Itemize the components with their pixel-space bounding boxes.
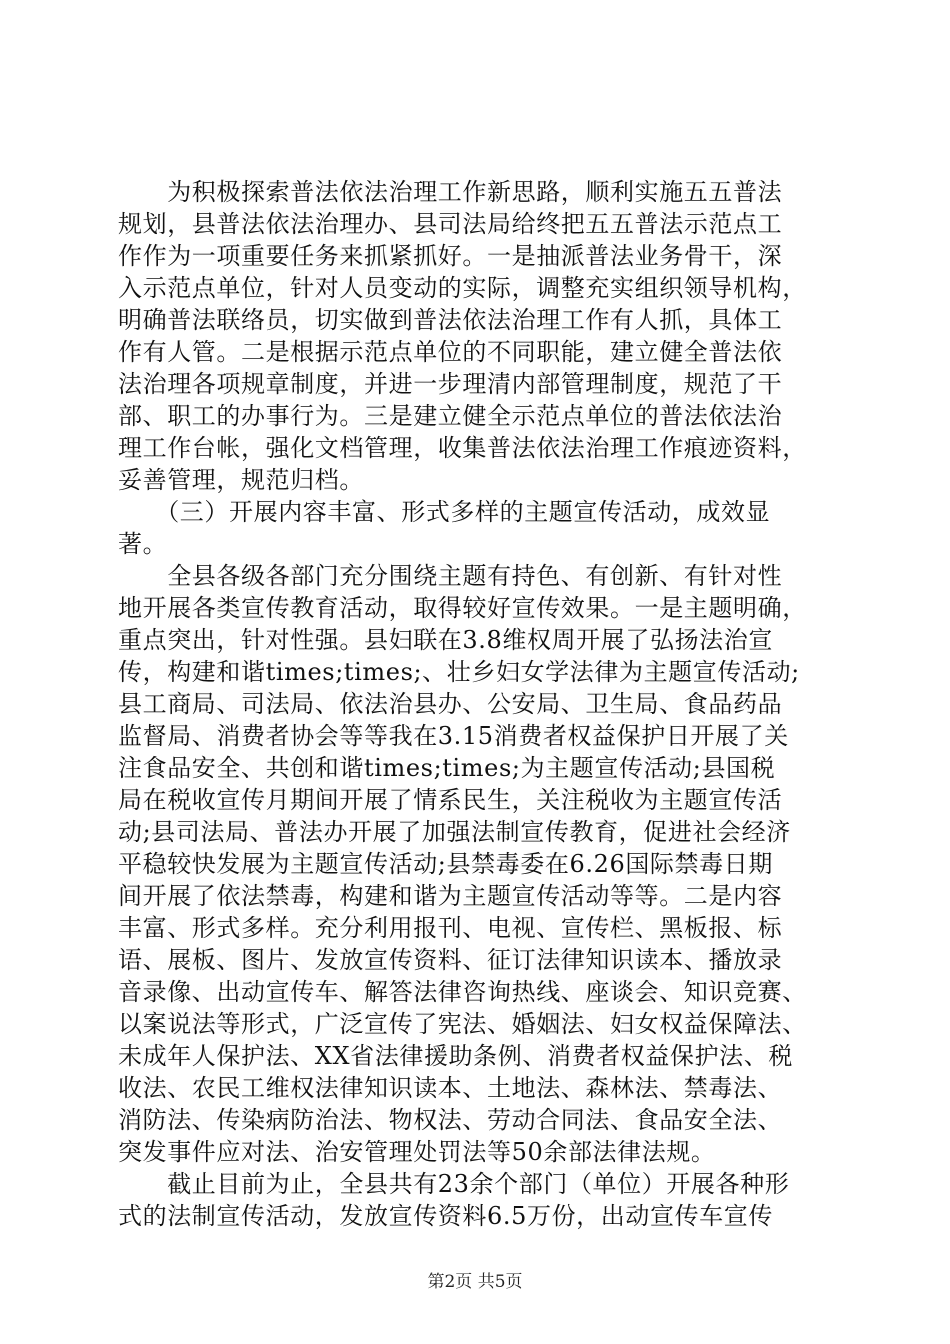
- text-line: 收法、农民工维权法律知识读本、土地法、森林法、禁毒法、: [118, 1074, 783, 1102]
- text-line: 音录像、出动宣传车、解答法律咨询热线、座谈会、知识竞赛、: [118, 978, 807, 1006]
- text-line: 地开展各类宣传教育活动，取得较好宣传效果。一是主题明确，: [118, 594, 807, 622]
- text-line: 著。: [118, 530, 168, 558]
- text-line: 入示范点单位，针对人员变动的实际，调整充实组织领导机构，: [118, 274, 807, 302]
- text-line: 法治理各项规章制度，并进一步理清内部管理制度，规范了干: [118, 370, 783, 398]
- text-line: 消防法、传染病防治法、物权法、劳动合同法、食品安全法、: [118, 1106, 783, 1134]
- text-line: 动;县司法局、普法办开展了加强法制宣传教育，促进社会经济: [118, 818, 791, 846]
- text-line: 平稳较快发展为主题宣传活动;县禁毒委在6.26国际禁毒日期: [118, 850, 773, 878]
- text-line: 传，构建和谐times;times;、壮乡妇女学法律为主题宣传活动;: [118, 658, 800, 686]
- text-line: 监督局、消费者协会等等我在3.15消费者权益保护日开展了关: [118, 722, 789, 750]
- text-line: 作作为一项重要任务来抓紧抓好。一是抽派普法业务骨干，深: [118, 242, 783, 270]
- text-line: 局在税收宣传月期间开展了情系民生，关注税收为主题宣传活: [118, 786, 783, 814]
- text-line: 全县各级各部门充分围绕主题有持色、有创新、有针对性: [118, 562, 783, 590]
- text-line: 部、职工的办事行为。三是建立健全示范点单位的普法依法治: [118, 402, 783, 430]
- text-line: 未成年人保护法、XX省法律援助条例、消费者权益保护法、税: [118, 1042, 793, 1070]
- text-line: 语、展板、图片、发放宣传资料、征订法律知识读本、播放录: [118, 946, 783, 974]
- text-line: 妥善管理，规范归档。: [118, 466, 364, 494]
- text-line: 重点突出，针对性强。县妇联在3.8维权周开展了弘扬法治宣: [118, 626, 773, 654]
- page-footer: 第2页 共5页: [427, 1272, 523, 1292]
- text-line: 明确普法联络员，切实做到普法依法治理工作有人抓，具体工: [118, 306, 783, 334]
- text-line: 注食品安全、共创和谐times;times;为主题宣传活动;县国税: [118, 754, 776, 782]
- text-line: 理工作台帐，强化文档管理，收集普法依法治理工作痕迹资料，: [118, 434, 807, 462]
- text-line: 作有人管。二是根据示范点单位的不同职能，建立健全普法依: [118, 338, 783, 366]
- text-line: 县工商局、司法局、依法治县办、公安局、卫生局、食品药品: [118, 690, 783, 718]
- document-body: [118, 176, 834, 1232]
- text-line: 丰富、形式多样。充分利用报刊、电视、宣传栏、黑板报、标: [118, 914, 783, 942]
- text-line: 突发事件应对法、治安管理处罚法等50余部法律法规。: [118, 1138, 716, 1166]
- text-line: 间开展了依法禁毒，构建和谐为主题宣传活动等等。二是内容: [118, 882, 783, 910]
- text-line: （三）开展内容丰富、形式多样的主题宣传活动，成效显: [118, 498, 771, 526]
- text-line: 为积极探索普法依法治理工作新思路，顺利实施五五普法: [118, 178, 783, 206]
- text-line: 以案说法等形式，广泛宣传了宪法、婚姻法、妇女权益保障法、: [118, 1010, 807, 1038]
- text-line: 规划，县普法依法治理办、县司法局给终把五五普法示范点工: [118, 210, 783, 238]
- text-line: 式的法制宣传活动，发放宣传资料6.5万份，出动宣传车宣传: [118, 1202, 773, 1230]
- text-line: 截止目前为止，全县共有23余个部门（单位）开展各种形: [118, 1170, 790, 1198]
